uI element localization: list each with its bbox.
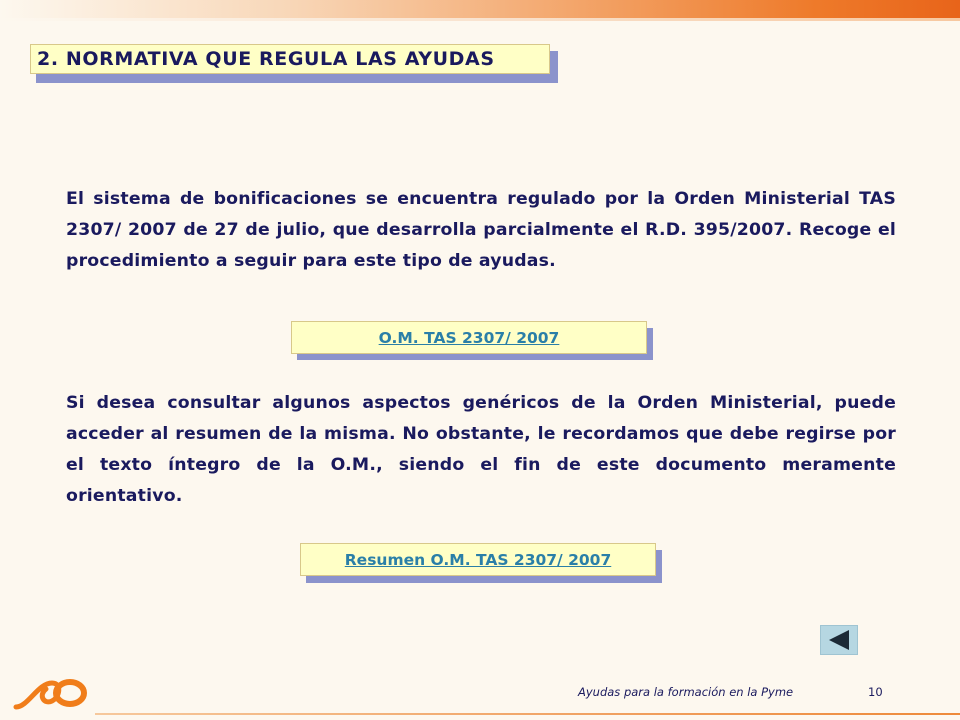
page-number: 10 — [868, 685, 883, 699]
summary-om-link[interactable]: Resumen O.M. TAS 2307/ 2007 — [344, 551, 612, 569]
logo-icon — [8, 673, 92, 719]
summary-link-banner — [300, 543, 656, 576]
om-link-box — [291, 321, 647, 354]
page-title: 2. NORMATIVA QUE REGULA LAS AYUDAS — [30, 44, 550, 74]
summary-paragraph: Si desea consultar algunos aspectos genéricos de la Orden Ministerial, puede acceder al resumen de la misma. No obstante, le recordamos que debe regirse por el texto íntegro de la O.M., siendo el fin de este documento meramente orientativo. — [66, 393, 896, 506]
back-button[interactable] — [820, 625, 858, 655]
top-gradient-band — [0, 0, 960, 18]
footer-divider — [95, 713, 960, 715]
section-title-banner — [30, 44, 550, 74]
triangle-left-icon — [821, 626, 857, 654]
om-tas-link[interactable]: O.M. TAS 2307/ 2007 — [378, 329, 560, 347]
intro-paragraph: El sistema de bonificaciones se encuentra regulado por la Orden Ministerial TAS 2307/ 2007 de 27 de julio, que desarrolla parcialmente el R.D. 395/2007. Recoge el procedimiento a seguir para este tipo de ayudas. — [66, 189, 896, 271]
om-link-banner — [291, 321, 647, 354]
footer-caption: Ayudas para la formación en la Pyme — [578, 685, 794, 699]
summary-link-box — [300, 543, 656, 576]
